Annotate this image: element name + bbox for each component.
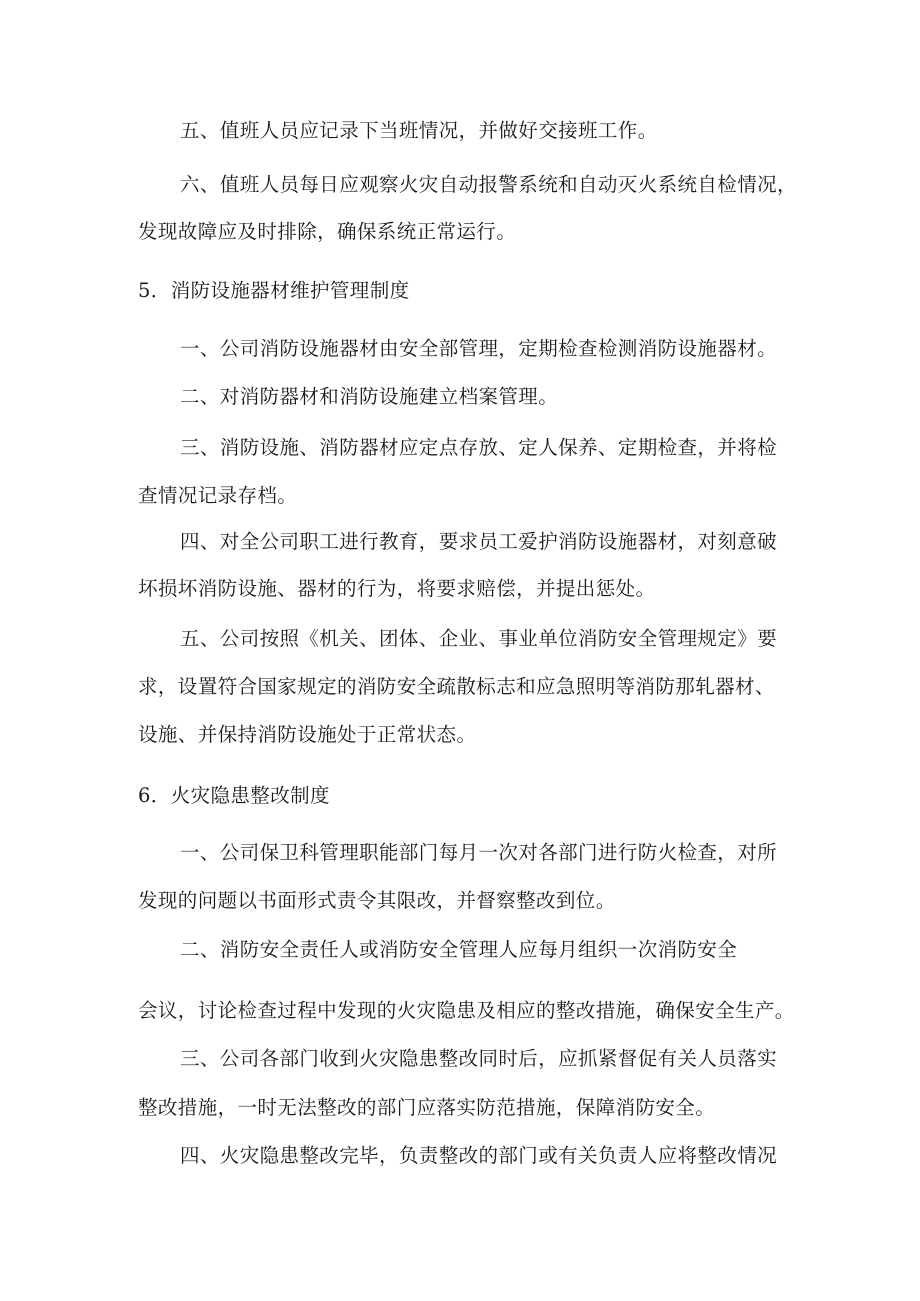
paragraph-line: 四、对全公司职工进行教育，要求员工爱护消防设施器材，对刻意破 [180, 530, 778, 553]
section-heading: 5．消防设施器材维护管理制度 [138, 279, 410, 302]
paragraph-line: 五、值班人员应记录下当班情况，并做好交接班工作。 [180, 119, 658, 142]
paragraph-line: 三、消防设施、消防器材应定点存放、定人保养、定期检查，并将检 [180, 436, 778, 459]
paragraph-line: 四、火灾隐患整改完毕，负责整改的部门或有关负责人应将整改情况 [180, 1144, 778, 1167]
paragraph-line: 六、值班人员每日应观察火灾自动报警系统和自动灭火系统自检情况， [180, 173, 797, 196]
paragraph-line: 查情况记录存档。 [138, 484, 298, 507]
paragraph-line: 三、公司各部门收到火灾隐患整改同时后，应抓紧督促有关人员落实 [180, 1047, 778, 1070]
paragraph-line: 发现故障应及时排除，确保系统正常运行。 [138, 220, 517, 243]
paragraph-line: 一、公司保卫科管理职能部门每月一次对各部门进行防火检查，对所 [180, 841, 778, 864]
paragraph-line: 整改措施，一时无法整改的部门应落实防范措施，保障消防安全。 [138, 1096, 716, 1119]
paragraph-line: 二、消防安全责任人或消防安全管理人应每月组织一次消防安全 [180, 938, 738, 961]
paragraph-line: 五、公司按照《机关、团体、企业、事业单位消防安全管理规定》要 [180, 627, 778, 650]
paragraph-line: 设施、并保持消防设施处于正常状态。 [138, 723, 477, 746]
paragraph-line: 发现的问题以书面形式责令其限改，并督察整改到位。 [138, 889, 616, 912]
paragraph-line: 二、对消防器材和消防设施建立档案管理。 [180, 385, 559, 408]
paragraph-line: 坏损坏消防设施、器材的行为，将要求赔偿，并提出惩处。 [138, 577, 656, 600]
paragraph-line: 求，设置符合国家规定的消防安全疏散标志和应急照明等消防那轧器材、 [138, 675, 775, 698]
section-heading: 6．火灾隐患整改制度 [138, 784, 330, 807]
paragraph-line: 一、公司消防设施器材由安全部管理，定期检查检测消防设施器材。 [180, 337, 778, 360]
paragraph-line: 会议，讨论检查过程中发现的火灾隐患及相应的整改措施，确保安全生产。 [138, 999, 795, 1022]
